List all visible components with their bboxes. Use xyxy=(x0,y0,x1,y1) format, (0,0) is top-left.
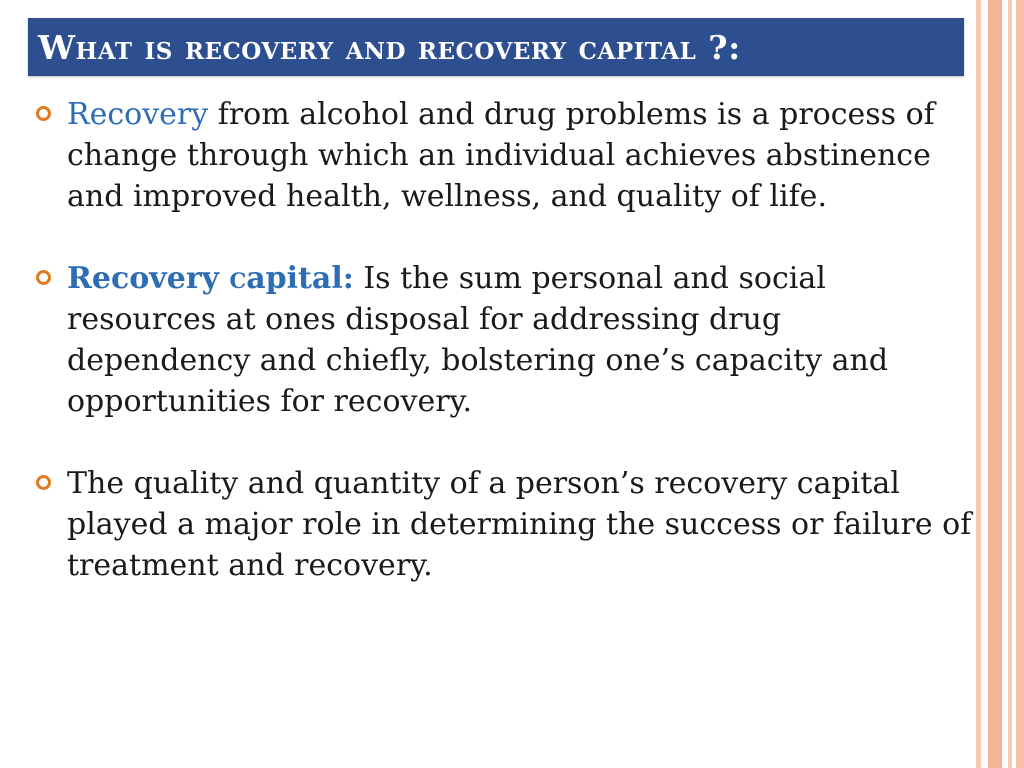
term-recovery-capital xyxy=(67,261,354,296)
term-part-smallcaps: c xyxy=(229,261,247,296)
bullet-item-recovery xyxy=(36,94,972,217)
hollow-circle-bullet-icon xyxy=(36,106,51,121)
title-bar xyxy=(28,18,964,76)
decorative-stripe xyxy=(988,0,1002,768)
term-part: apital: xyxy=(246,261,354,296)
term-recovery: Recovery xyxy=(67,97,209,132)
bullet-item-quality-quantity xyxy=(36,463,972,586)
bullet-text: Is the sum personal and social resources at ones disposal for addressing drug dependency and chiefly, bolstering one’s capacity and opportunities for recovery. xyxy=(67,261,889,419)
hollow-circle-bullet-icon xyxy=(36,475,51,490)
decorative-stripe xyxy=(1016,0,1024,768)
term-part: Recovery xyxy=(67,261,230,296)
bullet-list xyxy=(36,94,972,586)
bullet-item-recovery-capital xyxy=(36,258,972,422)
slide-title: What is recovery and recovery capital ?: xyxy=(38,28,741,67)
hollow-circle-bullet-icon xyxy=(36,270,51,285)
bullet-text: from alcohol and drug problems is a process of change through which an individual achieves abstinence and improved health, wellness, and quality of life. xyxy=(67,97,935,214)
decorative-stripe xyxy=(976,0,981,768)
decorative-stripe xyxy=(1008,0,1012,768)
bullet-text: The quality and quantity of a person’s recovery capital played a major role in determining the success or failure of treatment and recovery. xyxy=(67,466,972,583)
